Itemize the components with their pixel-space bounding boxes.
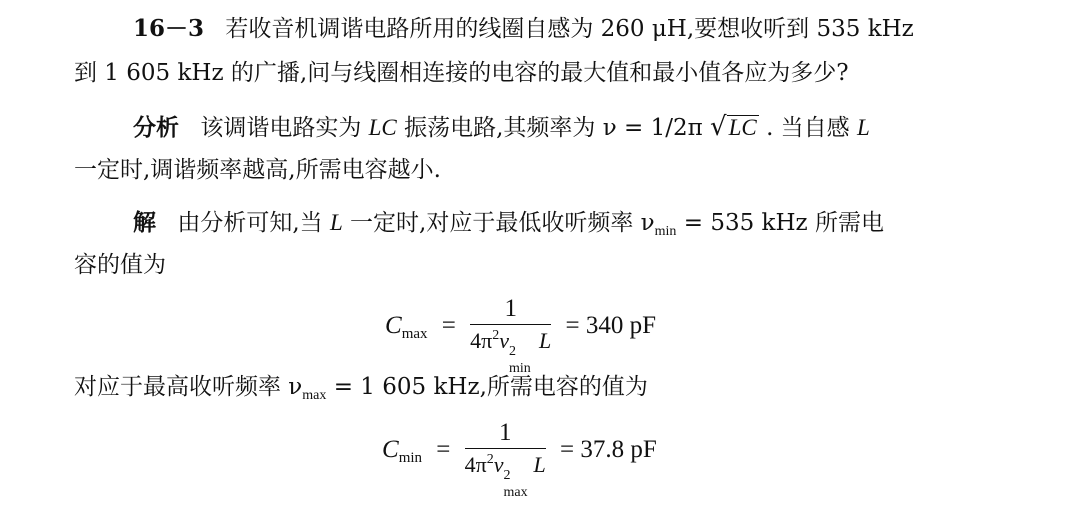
nu-min-subscript: min [654,224,677,239]
analysis-text-1: 该调谐电路实为 [200,115,362,141]
solution-l-symbol: L [329,210,343,235]
eq1-numerator: 1 [470,296,551,325]
eq1-denominator: $4\pi^2\nu$ 2 min L [470,328,552,376]
eq1-equals: = [441,312,456,340]
solution-text-2: 容的值为 [74,252,166,278]
eq2-result: = 37.8 pF [560,436,657,464]
problem-text-2: 到 1 605 kHz 的广播,问与线圈相连接的电容的最大值和最小值各应为多少? [74,60,849,86]
eq2-equals: = [436,436,451,464]
analysis-text-2: 一定时,调谐频率越高,所需电容越小. [74,157,441,183]
solution-line-1 [133,208,884,242]
solution-label: 解 [133,209,156,236]
analysis-line-1: 分析 该调谐电路实为 LC 振荡电路,其频率为 ν = 1/2π √LC . 当自感 L [133,112,870,142]
solution-text-1a: 由分析可知,当 [177,210,323,236]
eq2-fraction [464,419,546,500]
eq1-result: = 340 pF [565,312,657,340]
analysis-l-symbol: L [857,115,870,140]
solution-text-1b: 一定时,对应于最低收听频率 ν [350,210,655,236]
analysis-sqrt-content: LC [728,115,757,140]
equation-cmin [382,419,657,500]
analysis-text-1b: 振荡电路,其频率为 ν = 1/2π [404,115,703,141]
eq2-lhs: $C_{min}$ [382,436,423,467]
analysis-text-1c: . 当自感 [766,115,850,141]
solution-line-2 [74,250,166,280]
analysis-line-2 [74,155,441,185]
problem-line-1 [133,14,914,44]
eq1-fraction [470,295,552,376]
eq2-denominator: $4\pi^2\nu$ 2 max L [464,452,546,500]
nu-max-subscript: max [302,388,327,403]
eq1-lhs: $C_{max}$ [385,312,428,343]
problem-line-2 [74,58,849,88]
analysis-label: 分析 [133,114,179,141]
solution-text-3b: = 1 605 kHz,所需电容的值为 [333,374,648,400]
problem-text-1: 若收音机调谐电路所用的线圈自感为 260 μH,要想收听到 535 kHz [225,16,914,42]
solution-text-3a: 对应于最高收听频率 ν [74,374,303,400]
problem-number: 16－3 [133,15,205,42]
analysis-lc-symbol: LC [368,115,397,140]
equation-cmax [385,295,657,376]
solution-text-1c: = 535 kHz 所需电 [683,210,884,236]
solution-line-3 [74,372,648,406]
eq2-numerator: 1 [465,420,546,449]
